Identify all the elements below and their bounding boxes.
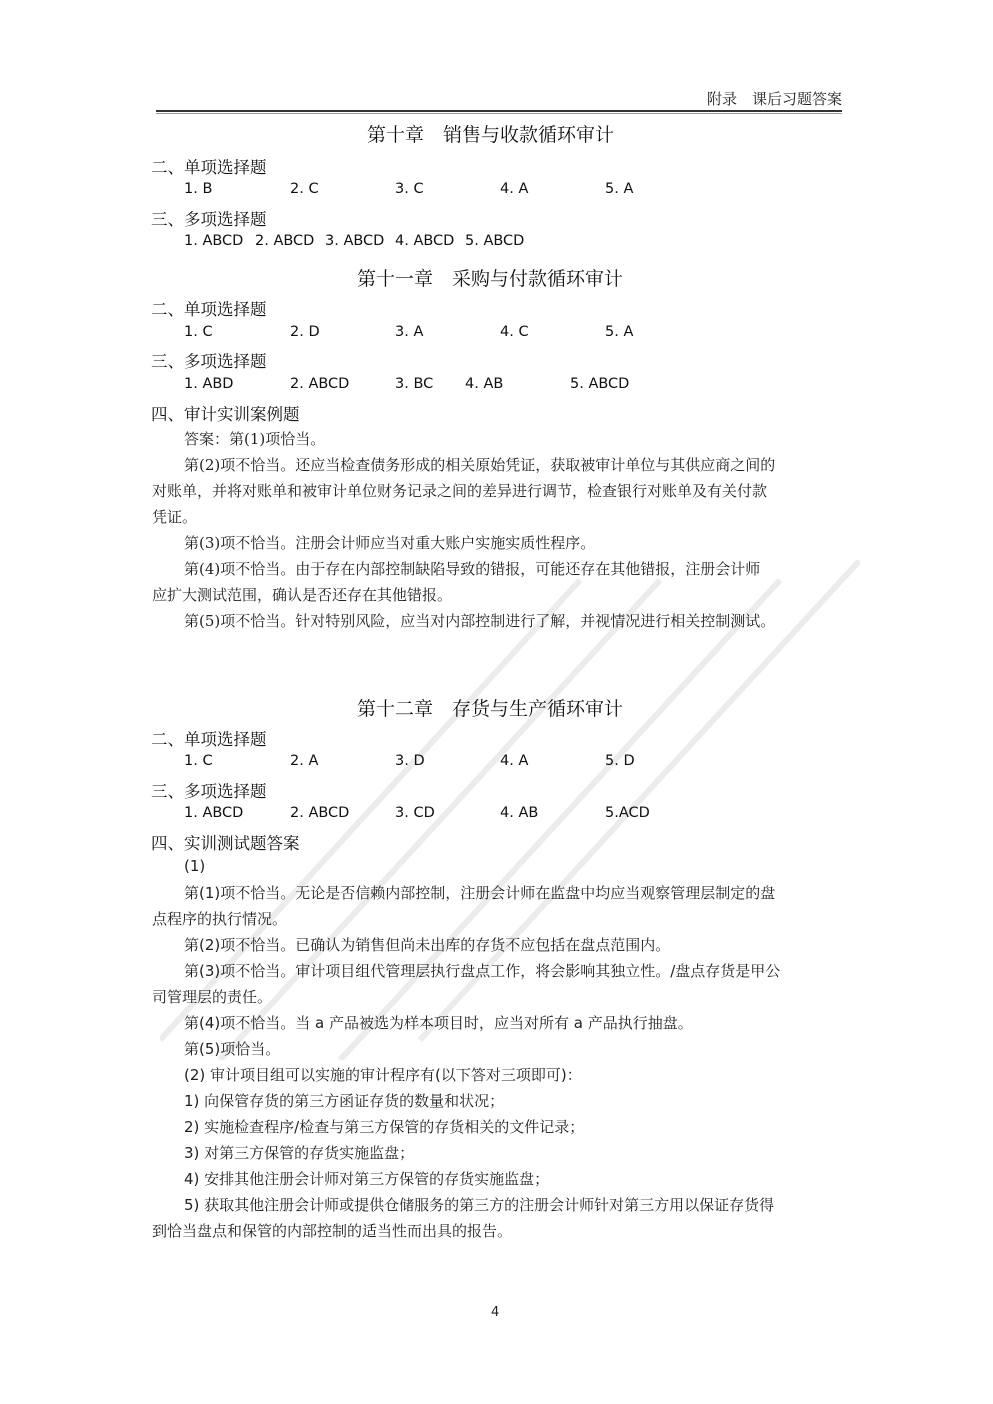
ch12-case-line: 司管理层的责任。	[152, 988, 273, 1006]
ch11-case-line: 第(2)项不恰当。还应当检查债务形成的相关原始凭证，获取被审计单位与其供应商之间的	[184, 456, 776, 474]
ch12-case-line: (2) 审计项目组可以实施的审计程序有(以下答对三项即可)：	[184, 1066, 582, 1084]
chapter-10-title: 第十章 销售与收款循环审计	[367, 124, 615, 146]
ch12-multi-choice-heading: 三、多项选择题	[151, 782, 267, 801]
ch12-sc-5: 5. D	[605, 753, 635, 769]
ch11-mc-5: 5. ABCD	[570, 376, 630, 392]
ch12-case-heading: 四、实训测试题答案	[151, 834, 300, 853]
ch10-sc-1: 1. B	[184, 181, 213, 197]
ch10-mc-3: 3. ABCD	[325, 233, 385, 249]
header-rule	[156, 110, 842, 112]
ch12-case-line: 5) 获取其他注册会计师或提供仓储服务的第三方的注册会计师针对第三方用以保证存货得	[184, 1196, 775, 1214]
ch12-case-line: 第(4)项不恰当。当 a 产品被选为样本项目时，应当对所有 a 产品执行抽盘。	[184, 1014, 693, 1032]
ch11-case-line: 对账单，并将对账单和被审计单位财务记录之间的差异进行调节，检查银行对账单及有关付款	[152, 482, 768, 500]
ch12-case-line: 第(3)项不恰当。审计项目组代管理层执行盘点工作，将会影响其独立性。/盘点存货是甲公	[184, 962, 781, 980]
ch11-case-line: 第(5)项不恰当。针对特别风险，应当对内部控制进行了解，并视情况进行相关控制测试。	[184, 612, 776, 630]
ch10-mc-5: 5. ABCD	[465, 233, 525, 249]
ch12-mc-3: 3. CD	[395, 805, 435, 821]
ch11-case-heading: 四、审计实训案例题	[151, 405, 300, 424]
page-number: 4	[491, 1305, 500, 1320]
ch12-case-line: 1) 向保管存货的第三方函证存货的数量和状况；	[184, 1092, 505, 1110]
ch11-sc-5: 5. A	[605, 324, 634, 340]
ch11-sc-2: 2. D	[290, 324, 320, 340]
ch12-sc-1: 1. C	[184, 753, 213, 769]
ch11-multi-choice-heading: 三、多项选择题	[151, 352, 267, 371]
ch10-mc-1: 1. ABCD	[184, 233, 244, 249]
ch12-case-line: (1)	[184, 857, 206, 875]
ch10-mc-2: 2. ABCD	[255, 233, 315, 249]
ch12-sc-2: 2. A	[290, 753, 319, 769]
ch12-case-line: 2) 实施检查程序/检查与第三方保管的存货相关的文件记录；	[184, 1118, 585, 1136]
ch10-sc-5: 5. A	[605, 181, 634, 197]
ch11-case-line: 第(4)项不恰当。由于存在内部控制缺陷导致的错报，可能还存在其他错报，注册会计师	[184, 560, 761, 578]
ch11-case-line: 第(3)项不恰当。注册会计师应当对重大账户实施实质性程序。	[184, 534, 596, 552]
ch11-sc-3: 3. A	[395, 324, 424, 340]
ch11-case-line: 凭证。	[152, 508, 198, 526]
ch10-multi-choice-heading: 三、多项选择题	[151, 210, 267, 229]
ch10-sc-4: 4. A	[500, 181, 529, 197]
ch12-sc-4: 4. A	[500, 753, 529, 769]
chapter-12-title: 第十二章 存货与生产循环审计	[357, 698, 624, 720]
running-header: 附录 课后习题答案	[706, 90, 842, 108]
ch11-mc-1: 1. ABD	[184, 376, 234, 392]
ch12-sc-3: 3. D	[395, 753, 425, 769]
ch12-case-line: 第(2)项不恰当。已确认为销售但尚未出库的存货不应包括在盘点范围内。	[184, 936, 671, 954]
ch12-mc-2: 2. ABCD	[290, 805, 350, 821]
chapter-11-title: 第十一章 采购与付款循环审计	[357, 268, 624, 290]
ch11-single-choice-heading: 二、单项选择题	[151, 300, 267, 319]
ch12-case-line: 第(1)项不恰当。无论是否信赖内部控制，注册会计师在监盘中均应当观察管理层制定的盘	[184, 884, 776, 902]
ch12-mc-4: 4. AB	[500, 805, 539, 821]
ch12-mc-5: 5.ACD	[605, 805, 650, 821]
ch12-case-line: 点程序的执行情况。	[152, 910, 288, 928]
ch11-sc-4: 4. C	[500, 324, 529, 340]
ch10-single-choice-heading: 二、单项选择题	[151, 158, 267, 177]
ch11-sc-1: 1. C	[184, 324, 213, 340]
ch10-mc-4: 4. ABCD	[395, 233, 455, 249]
ch11-mc-4: 4. AB	[465, 376, 504, 392]
ch12-case-line: 3) 对第三方保管的存货实施监盘；	[184, 1144, 415, 1162]
ch12-case-line: 4) 安排其他注册会计师对第三方保管的存货实施监盘；	[184, 1170, 550, 1188]
ch11-case-line: 答案：第(1)项恰当。	[184, 430, 326, 448]
ch10-sc-2: 2. C	[290, 181, 319, 197]
ch11-mc-3: 3. BC	[395, 376, 434, 392]
ch12-case-line: 第(5)项恰当。	[184, 1040, 281, 1058]
ch11-mc-2: 2. ABCD	[290, 376, 350, 392]
ch12-case-line: 到恰当盘点和保管的内部控制的适当性而出具的报告。	[152, 1222, 513, 1240]
header-rule-thin	[156, 113, 842, 114]
ch12-single-choice-heading: 二、单项选择题	[151, 730, 267, 749]
ch12-mc-1: 1. ABCD	[184, 805, 244, 821]
ch10-sc-3: 3. C	[395, 181, 424, 197]
ch11-case-line: 应扩大测试范围，确认是否还存在其他错报。	[152, 586, 453, 604]
